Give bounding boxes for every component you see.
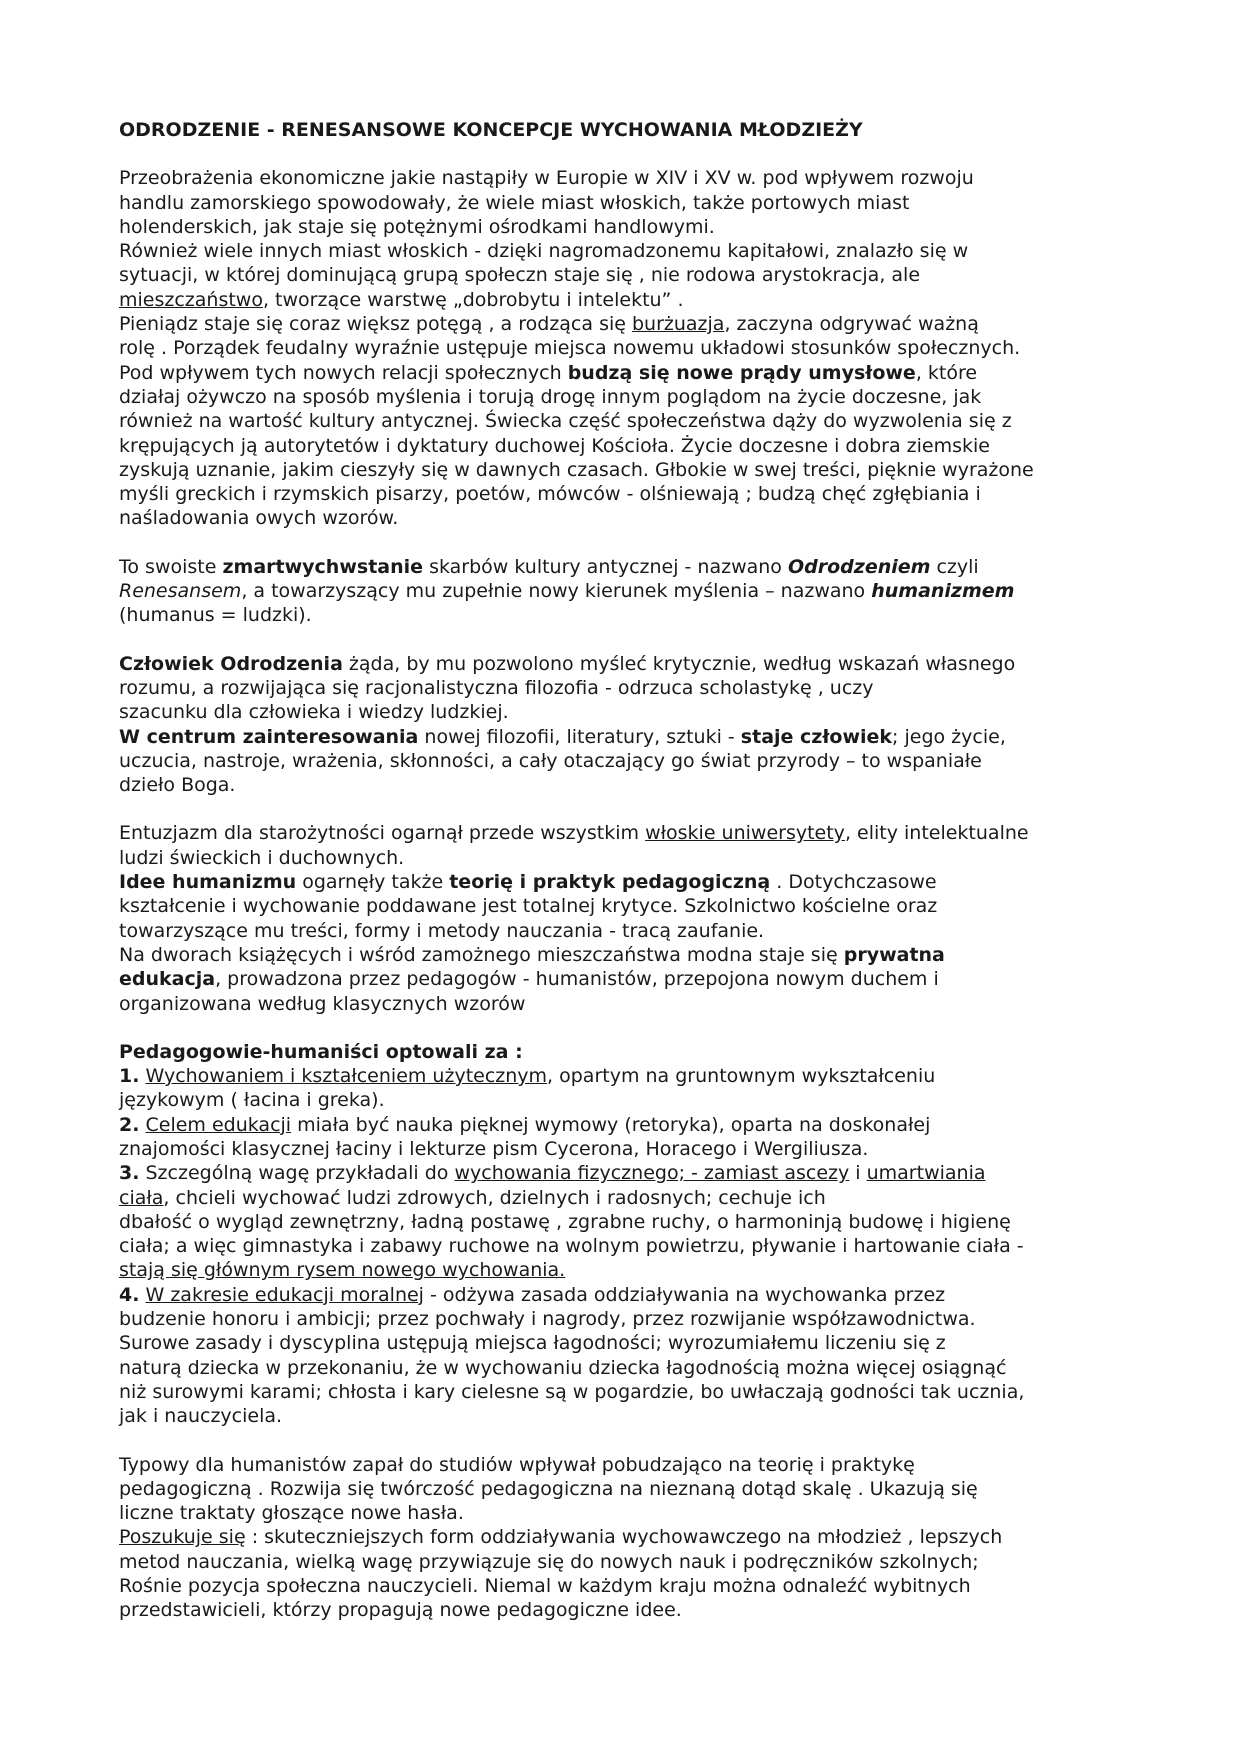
list-number: 3. bbox=[119, 1162, 140, 1185]
bold-term: prywatna bbox=[843, 943, 945, 966]
text-line: jak i nauczyciela. bbox=[119, 1405, 283, 1428]
text-line: Surowe zasady i dyscyplina ustępują miejsca łagodności; wyrozumiałemu liczeniu się z bbox=[119, 1332, 946, 1355]
underlined-term: umartwiania bbox=[866, 1162, 986, 1185]
paragraph-economy bbox=[119, 166, 1129, 530]
text-line: kształcenie i wychowanie poddawane jest totalnej krytyce. Szkolnictwo kościelne oraz bbox=[119, 895, 938, 918]
underlined-term: ciała bbox=[119, 1186, 164, 1209]
bold-term: Idee humanizmu bbox=[119, 871, 297, 894]
text-line: naturą dziecka w przekonaniu, że w wychowaniu dziecka łagodnością można więcej osiągnąć bbox=[119, 1356, 1007, 1379]
text-line: sytuacji, w której dominującą grupą społeczn staje się , nie rodowa arystokracja, ale bbox=[119, 264, 921, 287]
text-run: : skuteczniejszych form oddziaływania wychowawczego na młodzież , lepszych bbox=[245, 1526, 1003, 1549]
text-line: rolę . Porządek feudalny wyraźnie ustępuje miejsca nowemu układowi stosunków społecznych. bbox=[119, 337, 1021, 360]
text-run: , tworzące warstwę „dobrobytu i intelektu” . bbox=[262, 288, 684, 311]
section-heading: Pedagogowie-humaniści optowali za : bbox=[119, 1040, 523, 1063]
text-line: ludzi świeckich i duchownych. bbox=[119, 846, 405, 869]
text-line: naśladowania owych wzorów. bbox=[119, 507, 399, 530]
text-run: nowej filozofii, literatury, sztuki - bbox=[418, 725, 741, 748]
underlined-term: wychowania fizycznego; - zamiast ascezy bbox=[454, 1162, 850, 1185]
text-run: ; jego życie, bbox=[892, 725, 1006, 748]
text-line: budzenie honoru i ambicji; przez pochwały i nagrody, przez rozwijanie współzawodnictwa. bbox=[119, 1308, 976, 1331]
text-run: To swoiste bbox=[119, 555, 223, 578]
text-line: dbałość o wygląd zewnętrzny, ładną postawę , zgrabne ruchy, o harmoninją budowę i higienę bbox=[119, 1210, 1011, 1233]
text-line: myśli greckich i rzymskich pisarzy, poetów, mówców - olśniewają ; budzą chęć zgłębiania i bbox=[119, 483, 981, 506]
text-line: dzieło Boga. bbox=[119, 774, 236, 797]
text-run: i bbox=[849, 1162, 867, 1185]
list-number: 1. bbox=[119, 1065, 140, 1088]
document-title: ODRODZENIE - RENESANSOWE KONCEPCJE WYCHOWANIA MŁODZIEŻY bbox=[119, 119, 863, 141]
text-line: zyskują uznanie, jakim cieszyły się w dawnych czasach. Głbokie w swej treści, pięknie wyrażone bbox=[119, 458, 1034, 481]
text-run: czyli bbox=[930, 555, 979, 578]
text-run: , zaczyna odgrywać ważną bbox=[724, 313, 979, 336]
paragraph-renaissance-man bbox=[119, 652, 1129, 798]
text-line: Rośnie pozycja społeczna nauczycieli. Niemal w każdym kraju można odnaleźć wybitnych bbox=[119, 1575, 971, 1598]
underlined-term: włoskie uniwersytety bbox=[645, 822, 845, 845]
text-line: przedstawicieli, którzy propagują nowe pedagogiczne idee. bbox=[119, 1599, 682, 1622]
bold-term: staje człowiek bbox=[740, 725, 893, 748]
text-line: rozumu, a rozwijająca się racjonalistyczna filozofia - odrzuca scholastykę , uczy bbox=[119, 676, 874, 699]
list-number: 4. bbox=[119, 1283, 140, 1306]
italic-term: Renesansem bbox=[119, 580, 242, 603]
text-run: , a towarzyszący mu zupełnie nowy kierunek myślenia – nazwano bbox=[241, 580, 872, 603]
text-run: , opartym na gruntownym wykształceniu bbox=[547, 1065, 936, 1088]
text-line: uczucia, nastroje, wrażenia, skłonności, a cały otaczający go świat przyrody – to wspaniałe bbox=[119, 749, 982, 772]
bold-term: W centrum zainteresowania bbox=[119, 725, 419, 748]
text-line: ciała; a więc gimnastyka i zabawy ruchowe na wolnym powietrzu, pływanie i hartowanie ciała - bbox=[119, 1235, 1024, 1258]
text-run: . Dotychczasowe bbox=[770, 871, 937, 894]
text-line: holenderskich, jak staje się potężnymi ośrodkami handlowymi. bbox=[119, 215, 715, 238]
text-line: działaj ożywczo na sposób myślenia i torują drogę innym poglądom na życie doczesne, jak bbox=[119, 385, 982, 408]
text-run: Pod wpływem tych nowych relacji społecznych bbox=[119, 361, 568, 384]
underlined-term: stają się głównym rysem nowego wychowania. bbox=[119, 1259, 566, 1282]
text-run: , elity intelektualne bbox=[844, 822, 1029, 845]
paragraph-pedagogues-list bbox=[119, 1040, 1129, 1429]
text-run: żąda, by mu pozwolono myśleć krytycznie, według wskazań własnego bbox=[342, 652, 1016, 675]
bold-italic-term: humanizmem bbox=[871, 580, 1015, 603]
text-run: , chcieli wychować ludzi zdrowych, dzielnych i radosnych; cechuje ich bbox=[163, 1186, 826, 1209]
text-run: Szczególną wagę przykładali do bbox=[139, 1162, 455, 1185]
text-line: Również wiele innych miast włoskich - dzięki nagromadzonemu kapitałowi, znalazło się w bbox=[119, 240, 969, 263]
text-line: liczne traktaty głoszące nowe hasła. bbox=[119, 1502, 464, 1525]
text-line: szacunku dla człowieka i wiedzy ludzkiej. bbox=[119, 701, 509, 724]
text-run: Na dworach książęcych i wśród zamożnego mieszczaństwa modna staje się bbox=[119, 943, 844, 966]
text-line: metod nauczania, wielką wagę przywiązuje się do nowych nauk i podręczników szkolnych; bbox=[119, 1550, 979, 1573]
underlined-term: W zakresie edukacji moralnej bbox=[145, 1283, 424, 1306]
underlined-term: Celem edukacji bbox=[145, 1113, 292, 1136]
bold-term: teorię i praktyk pedagogiczną bbox=[449, 871, 771, 894]
text-run: Pieniądz staje się coraz większ potęgą , a rodząca się bbox=[119, 313, 632, 336]
text-line: Typowy dla humanistów zapał do studiów wpływał pobudzająco na teorię i praktykę bbox=[119, 1453, 915, 1476]
bold-term: zmartwychwstanie bbox=[222, 555, 424, 578]
text-line: organizowana według klasycznych wzorów bbox=[119, 992, 526, 1015]
text-line: pedagogiczną . Rozwija się twórczość pedagogiczna na nieznaną dotąd skalę . Ukazują się bbox=[119, 1477, 978, 1500]
underlined-term: mieszczaństwo bbox=[119, 288, 263, 311]
text-line: (humanus = ludzki). bbox=[119, 604, 312, 627]
document-page bbox=[119, 118, 1129, 1623]
underlined-term: burżuazja bbox=[631, 313, 725, 336]
paragraph-humanist-zeal bbox=[119, 1453, 1129, 1623]
text-line: językowym ( łacina i greka). bbox=[119, 1089, 385, 1112]
text-run: , które bbox=[915, 361, 978, 384]
underlined-term: Poszukuje się bbox=[119, 1526, 246, 1549]
text-line: niż surowymi karami; chłosta i kary cielesne są w pogardzie, bo uwłaczają godności tak ucznia, bbox=[119, 1380, 1025, 1403]
text-line: handlu zamorskiego spowodowały, że wiele miast włoskich, także portowych miast bbox=[119, 191, 910, 214]
text-run: ogarnęły także bbox=[296, 871, 450, 894]
text-run: miała być nauka pięknej wymowy (retoryka), oparta na doskonałej bbox=[291, 1113, 931, 1136]
text-run: skarbów kultury antycznej - nazwano bbox=[423, 555, 788, 578]
text-line: krępujących ją autorytetów i dyktatury duchowej Kościoła. Życie doczesne i dobra ziemskie bbox=[119, 434, 990, 457]
paragraph-enthusiasm bbox=[119, 821, 1129, 1015]
paragraph-renaissance bbox=[119, 555, 1129, 628]
text-line: Przeobrażenia ekonomiczne jakie nastąpiły w Europie w XIV i XV w. pod wpływem rozwoju bbox=[119, 167, 974, 190]
bold-term: edukacja bbox=[119, 968, 216, 991]
text-line: towarzyszące mu treści, formy i metody nauczania - tracą zaufanie. bbox=[119, 919, 765, 942]
text-run: , prowadzona przez pedagogów - humanistów, przepojona nowym duchem i bbox=[215, 968, 939, 991]
underlined-term: Wychowaniem i kształceniem użytecznym bbox=[145, 1065, 548, 1088]
bold-term: budzą się nowe prądy umysłowe bbox=[567, 361, 916, 384]
text-run: Entuzjazm dla starożytności ogarnął przede wszystkim bbox=[119, 822, 646, 845]
list-number: 2. bbox=[119, 1113, 140, 1136]
text-run: - odżywa zasada oddziaływania na wychowanka przez bbox=[423, 1283, 946, 1306]
bold-term: Człowiek Odrodzenia bbox=[119, 652, 343, 675]
text-line: również na wartość kultury antycznej. Świecka część społeczeństwa dąży do wyzwolenia się z bbox=[119, 410, 1012, 433]
bold-italic-term: Odrodzeniem bbox=[787, 555, 931, 578]
text-line: znajomości klasycznej łaciny i lekturze pism Cycerona, Horacego i Wergiliusza. bbox=[119, 1137, 869, 1160]
